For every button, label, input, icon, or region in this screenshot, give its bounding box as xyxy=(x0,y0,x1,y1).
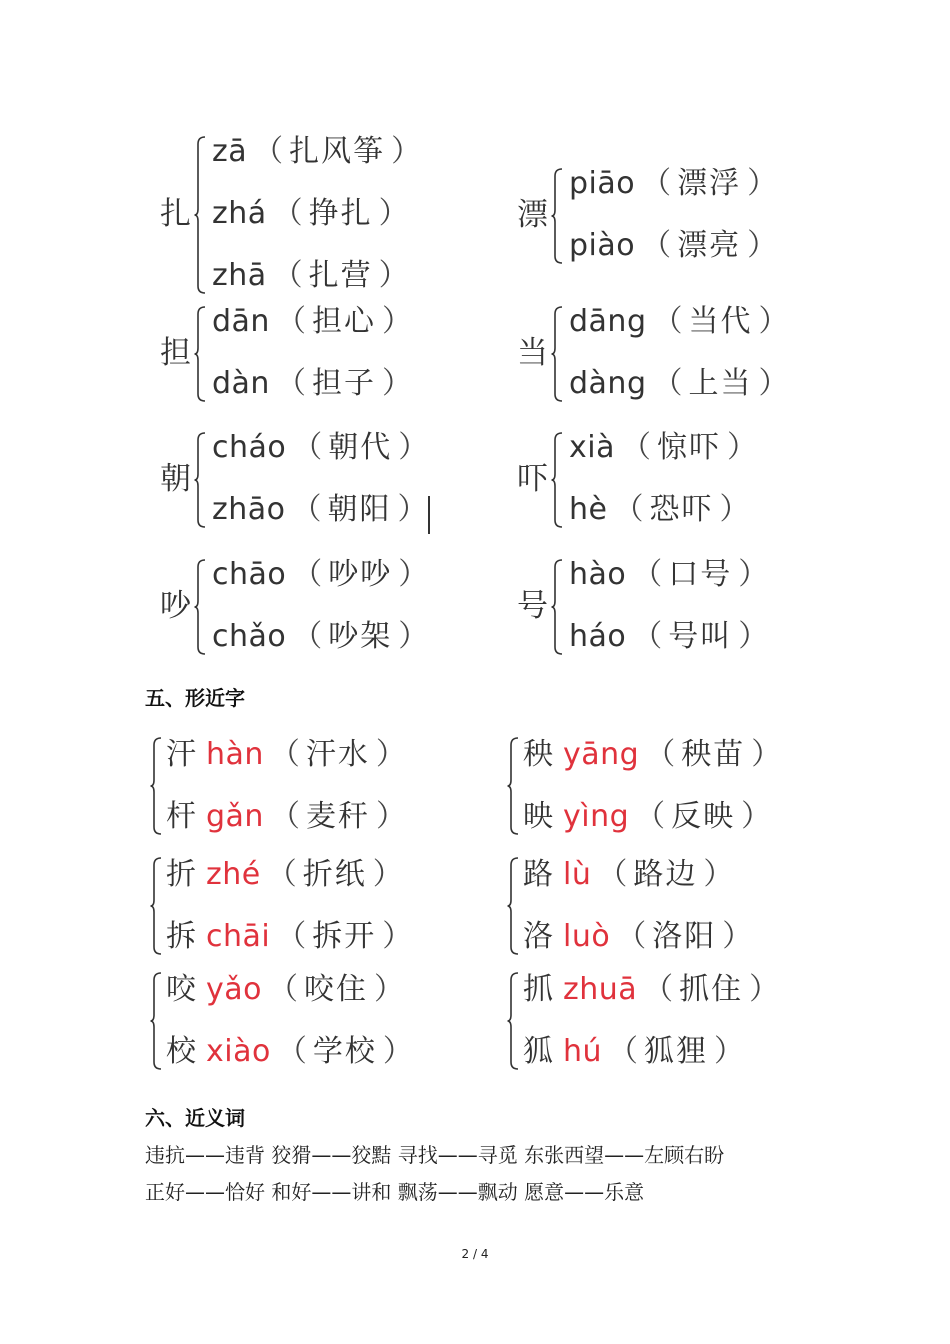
reading-entry xyxy=(212,364,418,404)
character: 抓 xyxy=(523,972,553,1007)
reading-entry xyxy=(569,555,774,595)
paren-close: ） xyxy=(378,258,409,293)
polyphonic-char: 担 xyxy=(160,335,191,371)
similar-char-entry xyxy=(523,917,758,957)
example-word: 上当 xyxy=(688,366,753,401)
polyphonic-char: 吓 xyxy=(517,461,548,497)
pinyin: dàn xyxy=(212,366,270,401)
brace xyxy=(551,432,563,528)
reading-entry xyxy=(212,194,415,234)
pinyin: dāng xyxy=(569,304,647,339)
paren-open: （ xyxy=(641,166,672,201)
example-word: 惊吓 xyxy=(656,430,721,465)
similar-char-entry xyxy=(166,855,409,895)
paren-close: ） xyxy=(381,304,412,339)
pinyin: hè xyxy=(569,492,608,527)
pinyin: piào xyxy=(569,228,636,263)
reading-entry xyxy=(569,302,794,342)
example-word: 狐狸 xyxy=(644,1034,709,1069)
pinyin: yāng xyxy=(563,737,640,772)
synonym-line: 正好——恰好 和好——讲和 飘荡——飘动 愿意——乐意 xyxy=(145,1180,645,1204)
example-word: 扎风筝 xyxy=(289,134,386,169)
synonym-line: 违抗——违背 狡猾——狡黠 寻找——寻觅 东张西望——左顾右盼 xyxy=(145,1143,725,1167)
brace xyxy=(194,306,206,402)
character: 校 xyxy=(166,1034,196,1069)
reading-entry xyxy=(569,490,755,530)
example-word: 朝阳 xyxy=(327,492,392,527)
reading-entry xyxy=(212,256,415,296)
brace xyxy=(507,737,519,835)
paren-open: （ xyxy=(652,304,683,339)
brace xyxy=(551,168,563,264)
paren-open: （ xyxy=(291,492,322,527)
character: 杆 xyxy=(166,799,196,834)
paren-close: ） xyxy=(382,1034,413,1069)
paren-open: （ xyxy=(613,492,644,527)
example-word: 恐吓 xyxy=(649,492,714,527)
similar-char-entry xyxy=(166,917,418,957)
brace xyxy=(150,857,162,955)
pinyin: yǎo xyxy=(206,972,262,1007)
pinyin: cháo xyxy=(212,430,287,465)
paren-close: ） xyxy=(372,857,403,892)
pinyin: hàn xyxy=(206,737,264,772)
reading-entry xyxy=(569,364,794,404)
brace xyxy=(551,306,563,402)
paren-close: ） xyxy=(722,919,753,954)
reading-entry xyxy=(212,132,427,172)
pinyin: yìng xyxy=(563,799,630,834)
paren-open: （ xyxy=(275,366,306,401)
polyphonic-char: 当 xyxy=(517,335,548,371)
character: 路 xyxy=(523,857,553,892)
paren-open: （ xyxy=(635,799,666,834)
character: 拆 xyxy=(166,919,196,954)
similar-char-entry xyxy=(166,1032,419,1072)
paren-open: （ xyxy=(292,619,323,654)
paren-open: （ xyxy=(652,366,683,401)
paren-open: （ xyxy=(620,430,651,465)
pinyin: lù xyxy=(563,857,592,892)
example-word: 折纸 xyxy=(302,857,367,892)
similar-char-entry xyxy=(166,970,410,1010)
character: 狐 xyxy=(523,1034,553,1069)
brace xyxy=(194,432,206,528)
example-word: 漂浮 xyxy=(677,166,742,201)
example-word: 学校 xyxy=(312,1034,377,1069)
pinyin: zā xyxy=(212,134,248,169)
polyphonic-char: 漂 xyxy=(517,197,548,233)
paren-open: （ xyxy=(268,972,298,1007)
paren-open: （ xyxy=(616,919,647,954)
pinyin: hào xyxy=(569,557,627,592)
paren-close: ） xyxy=(397,492,428,527)
brace xyxy=(150,972,162,1070)
paren-close: ） xyxy=(398,619,429,654)
reading-entry xyxy=(212,555,434,595)
similar-char-entry xyxy=(523,855,739,895)
example-word: 抓住 xyxy=(679,972,744,1007)
reading-entry xyxy=(569,617,774,657)
paren-close: ） xyxy=(378,196,409,231)
paren-open: （ xyxy=(266,857,297,892)
brace xyxy=(507,972,519,1070)
character: 折 xyxy=(166,857,196,892)
paren-close: ） xyxy=(398,557,429,592)
paren-open: （ xyxy=(641,228,672,263)
paren-open: （ xyxy=(272,258,303,293)
paren-close: ） xyxy=(749,972,780,1007)
paren-close: ） xyxy=(391,134,422,169)
example-word: 挣扎 xyxy=(308,196,373,231)
example-word: 拆开 xyxy=(312,919,377,954)
pinyin: zhá xyxy=(212,196,267,231)
pinyin: dān xyxy=(212,304,270,339)
example-word: 漂亮 xyxy=(677,228,742,263)
paren-close: ） xyxy=(741,799,772,834)
pinyin: zhāo xyxy=(212,492,286,527)
character: 洛 xyxy=(523,919,553,954)
example-word: 洛阳 xyxy=(652,919,717,954)
pinyin: hú xyxy=(563,1034,603,1069)
paren-open: （ xyxy=(632,557,663,592)
polyphonic-char: 号 xyxy=(517,588,548,624)
pinyin: chāo xyxy=(212,557,287,592)
example-word: 号叫 xyxy=(668,619,733,654)
paren-open: （ xyxy=(269,737,300,772)
paren-close: ） xyxy=(381,366,412,401)
example-word: 吵吵 xyxy=(328,557,393,592)
reading-entry xyxy=(569,428,763,468)
brace xyxy=(507,857,519,955)
pinyin: xiào xyxy=(206,1034,271,1069)
paren-close: ） xyxy=(738,619,769,654)
reading-entry xyxy=(212,617,434,657)
character: 映 xyxy=(523,799,553,834)
brace xyxy=(194,136,206,294)
example-word: 反映 xyxy=(671,799,736,834)
paren-open: （ xyxy=(276,919,307,954)
reading-entry xyxy=(212,302,418,342)
character: 汗 xyxy=(166,737,196,772)
pinyin: luò xyxy=(563,919,611,954)
paren-close: ） xyxy=(375,737,406,772)
section-title-synonyms: 六、近义词 xyxy=(145,1106,245,1130)
paren-open: （ xyxy=(608,1034,639,1069)
pinyin: xià xyxy=(569,430,615,465)
example-word: 秧苗 xyxy=(681,737,746,772)
paren-close: ） xyxy=(703,857,734,892)
example-word: 咬住 xyxy=(304,972,368,1007)
example-word: 朝代 xyxy=(328,430,393,465)
example-word: 当代 xyxy=(688,304,753,339)
reading-entry xyxy=(212,428,434,468)
paren-close: ） xyxy=(726,430,757,465)
polyphonic-char: 吵 xyxy=(160,588,191,624)
paren-open: （ xyxy=(643,972,674,1007)
paren-open: （ xyxy=(272,196,303,231)
pinyin: zhé xyxy=(206,857,261,892)
reading-entry xyxy=(212,490,434,530)
example-word: 汗水 xyxy=(305,737,370,772)
paren-close: ） xyxy=(714,1034,745,1069)
paren-close: ） xyxy=(747,228,778,263)
paren-open: （ xyxy=(597,857,628,892)
paren-open: （ xyxy=(645,737,676,772)
paren-open: （ xyxy=(292,557,323,592)
paren-close: ） xyxy=(382,919,413,954)
page-number: 2 / 4 xyxy=(461,1247,489,1261)
paren-close: ） xyxy=(758,304,789,339)
pinyin: chāi xyxy=(206,919,271,954)
brace xyxy=(551,559,563,655)
pinyin: chǎo xyxy=(212,619,287,654)
paren-open: （ xyxy=(292,430,323,465)
paren-open: （ xyxy=(253,134,284,169)
similar-char-entry xyxy=(166,735,412,775)
example-word: 路边 xyxy=(633,857,698,892)
reading-entry xyxy=(569,226,783,266)
paren-close: ） xyxy=(398,430,429,465)
paren-close: ） xyxy=(374,972,404,1007)
similar-char-entry xyxy=(523,735,787,775)
similar-char-entry xyxy=(523,970,785,1010)
similar-char-entry xyxy=(523,1032,750,1072)
similar-char-entry xyxy=(166,797,412,837)
pinyin: dàng xyxy=(569,366,647,401)
pinyin: piāo xyxy=(569,166,636,201)
paren-close: ） xyxy=(747,166,778,201)
paren-close: ） xyxy=(758,366,789,401)
pinyin: zhuā xyxy=(563,972,638,1007)
pinyin: háo xyxy=(569,619,627,654)
example-word: 吵架 xyxy=(328,619,393,654)
text-cursor xyxy=(428,496,430,534)
character: 秧 xyxy=(523,737,553,772)
brace xyxy=(150,737,162,835)
paren-close: ） xyxy=(719,492,750,527)
polyphonic-char: 朝 xyxy=(160,461,191,497)
example-word: 麦秆 xyxy=(305,799,370,834)
paren-close: ） xyxy=(375,799,406,834)
similar-char-entry xyxy=(523,797,777,837)
example-word: 担心 xyxy=(311,304,376,339)
example-word: 扎营 xyxy=(308,258,373,293)
paren-close: ） xyxy=(738,557,769,592)
brace xyxy=(194,559,206,655)
example-word: 担子 xyxy=(311,366,376,401)
paren-open: （ xyxy=(276,1034,307,1069)
polyphonic-char: 扎 xyxy=(160,196,191,232)
paren-open: （ xyxy=(632,619,663,654)
paren-close: ） xyxy=(751,737,782,772)
paren-open: （ xyxy=(275,304,306,339)
paren-open: （ xyxy=(269,799,300,834)
section-title-similar-chars: 五、形近字 xyxy=(145,686,245,710)
pinyin: zhā xyxy=(212,258,267,293)
character: 咬 xyxy=(166,972,196,1007)
pinyin: gǎn xyxy=(206,799,264,834)
reading-entry xyxy=(569,164,783,204)
example-word: 口号 xyxy=(668,557,733,592)
